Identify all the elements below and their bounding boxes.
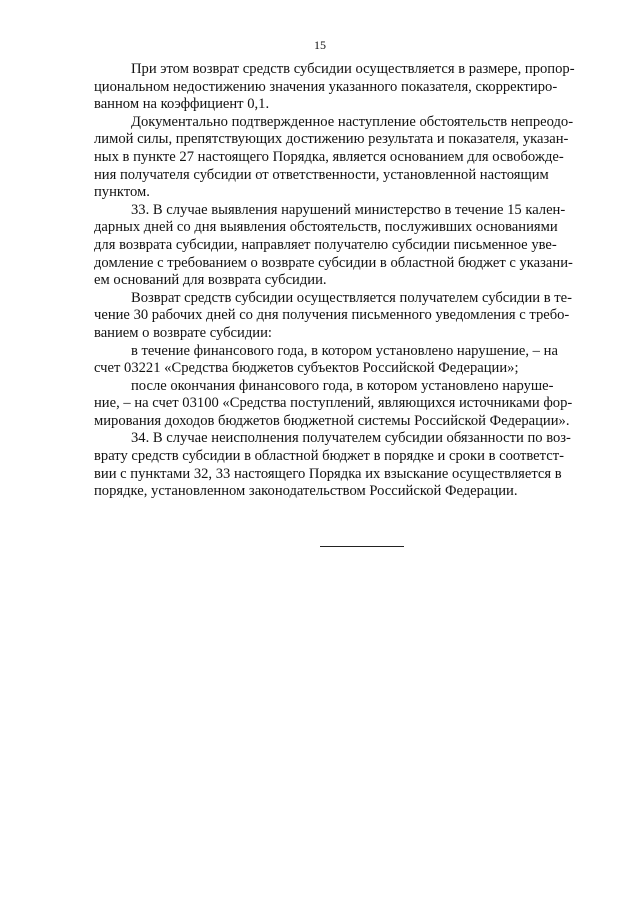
paragraph (94, 61, 575, 114)
text-line: дарных дней со дня выявления обстоятельств, послуживших основаниями (94, 219, 558, 236)
text-line: ем оснований для возврата субсидии. (94, 272, 327, 289)
end-of-document-rule (320, 546, 404, 547)
text-line: ние, – на счет 03100 «Средства поступлений, являющихся источниками фор- (94, 395, 573, 412)
text-line: в течение финансового года, в котором установлено нарушение, – на (131, 342, 558, 359)
paragraph (94, 342, 558, 378)
text-line: порядке, установленном законодательством Российской Федерации. (94, 483, 518, 500)
text-line: пунктом. (94, 184, 150, 201)
text-line: после окончания финансового года, в котором установлено наруше- (131, 377, 554, 394)
text-line: лимой силы, препятствующих достижению результата и показателя, указан- (94, 131, 569, 148)
paragraph (94, 289, 573, 343)
page-number: 15 (314, 38, 326, 52)
paragraph (94, 113, 574, 202)
text-line: чение 30 рабочих дней со дня получения письменного уведомления с требо- (94, 307, 570, 324)
text-line: циональном недостижению значения указанного показателя, скорректиро- (94, 78, 558, 95)
text-line: 34. В случае неисполнения получателем субсидии обязанности по воз- (131, 430, 571, 447)
text-line: ванном на коэффициент 0,1. (94, 96, 270, 113)
text-line: вии с пунктами 32, 33 настоящего Порядка их взыскание осуществляется в (94, 465, 562, 482)
text-line: для возврата субсидии, направляет получателю субсидии письменное уве- (94, 236, 557, 253)
text-line: ных в пункте 27 настоящего Порядка, является основанием для освобожде- (94, 148, 564, 165)
paragraph (94, 377, 573, 431)
text-line: 33. В случае выявления нарушений министерство в течение 15 кален- (131, 201, 566, 218)
paragraph (94, 201, 573, 290)
paragraph (94, 430, 571, 500)
text-line: ния получателя субсидии от ответственности, установленной настоящим (94, 166, 549, 183)
text-line: счет 03221 «Средства бюджетов субъектов Российской Федерации»; (94, 360, 519, 377)
text-line: врату средств субсидии в областной бюджет в порядке и сроки в соответст- (94, 448, 564, 465)
text-line: домление с требованием о возврате субсидии в областной бюджет с указани- (94, 254, 573, 271)
document-body (94, 61, 575, 501)
text-line: мирования доходов бюджетов бюджетной системы Российской Федерации». (94, 412, 570, 429)
text-line: При этом возврат средств субсидии осуществляется в размере, пропор- (131, 61, 575, 77)
text-line: ванием о возврате субсидии: (94, 324, 272, 341)
text-line: Возврат средств субсидии осуществляется получателем субсидии в те- (131, 289, 573, 306)
text-line: Документально подтвержденное наступление обстоятельств непреодо- (131, 113, 574, 130)
